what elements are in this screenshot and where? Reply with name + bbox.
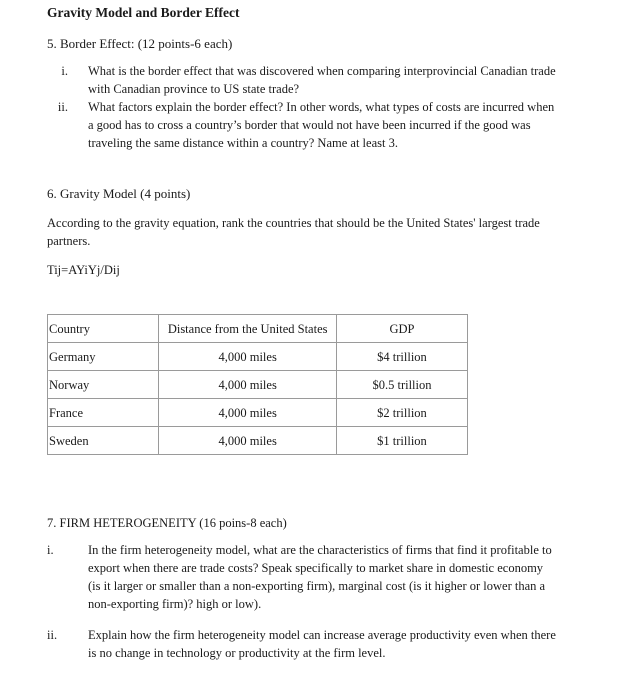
table-cell-country: Sweden: [48, 427, 159, 455]
table-cell-distance: 4,000 miles: [159, 371, 337, 399]
table-cell-country: Germany: [48, 343, 159, 371]
table-cell-gdp: $2 trillion: [336, 399, 467, 427]
table-cell-distance: 4,000 miles: [159, 399, 337, 427]
q7-item-1-text: In the firm heterogeneity model, what are the characteristics of firms that find it profitable to export when there are trade costs? Speak specifically to market share in domestic economy (is it larger or smaller than a non-exporting firm), marginal cost (is it higher or lower than a non-exporting firm)? high or low).: [88, 543, 552, 611]
question-6-text: According to the gravity equation, rank the countries that should be the United States' largest trade partners.: [47, 216, 540, 248]
table-header-country: Country: [48, 315, 159, 343]
gravity-formula: Tij=AYiYj/Dij: [47, 263, 120, 277]
question-5-heading: 5. Border Effect: (12 points-6 each): [47, 36, 233, 51]
q5-item-1-number: i.: [61, 64, 68, 78]
table-header-distance: Distance from the United States: [159, 315, 337, 343]
table-cell-distance: 4,000 miles: [159, 427, 337, 455]
q7-item-2-number: ii.: [47, 628, 58, 642]
table-cell-gdp: $4 trillion: [336, 343, 467, 371]
table-header-gdp: GDP: [336, 315, 467, 343]
table-header-row: [48, 315, 468, 343]
table-row: [48, 343, 468, 371]
q7-item-2-text: Explain how the firm heterogeneity model can increase average productivity even when there is no change in technology or productivity at the firm level.: [88, 628, 556, 660]
question-7-heading: 7. FIRM HETEROGENEITY (16 poins-8 each): [47, 516, 287, 530]
table-cell-country: France: [48, 399, 159, 427]
question-6-heading: 6. Gravity Model (4 points): [47, 186, 191, 201]
page-title: Gravity Model and Border Effect: [47, 5, 240, 20]
q7-item-1-number: i.: [47, 543, 54, 557]
q5-item-2-number: ii.: [57, 100, 68, 114]
q5-item-1-text: What is the border effect that was discovered when comparing interprovincial Canadian trade with Canadian province to US state trade?: [88, 64, 556, 96]
table-row: [48, 427, 468, 455]
q5-item-2-text: What factors explain the border effect? In other words, what types of costs are incurred when a good has to cross a country’s border that would not have been incurred if the good was traveling the same distance within a country? Name at least 3.: [88, 100, 555, 150]
table-row: [48, 399, 468, 427]
table-row: [48, 371, 468, 399]
table-cell-gdp: $0.5 trillion: [336, 371, 467, 399]
table-cell-gdp: $1 trillion: [336, 427, 467, 455]
table-cell-distance: 4,000 miles: [159, 343, 337, 371]
countries-table: [47, 314, 468, 455]
table-cell-country: Norway: [48, 371, 159, 399]
